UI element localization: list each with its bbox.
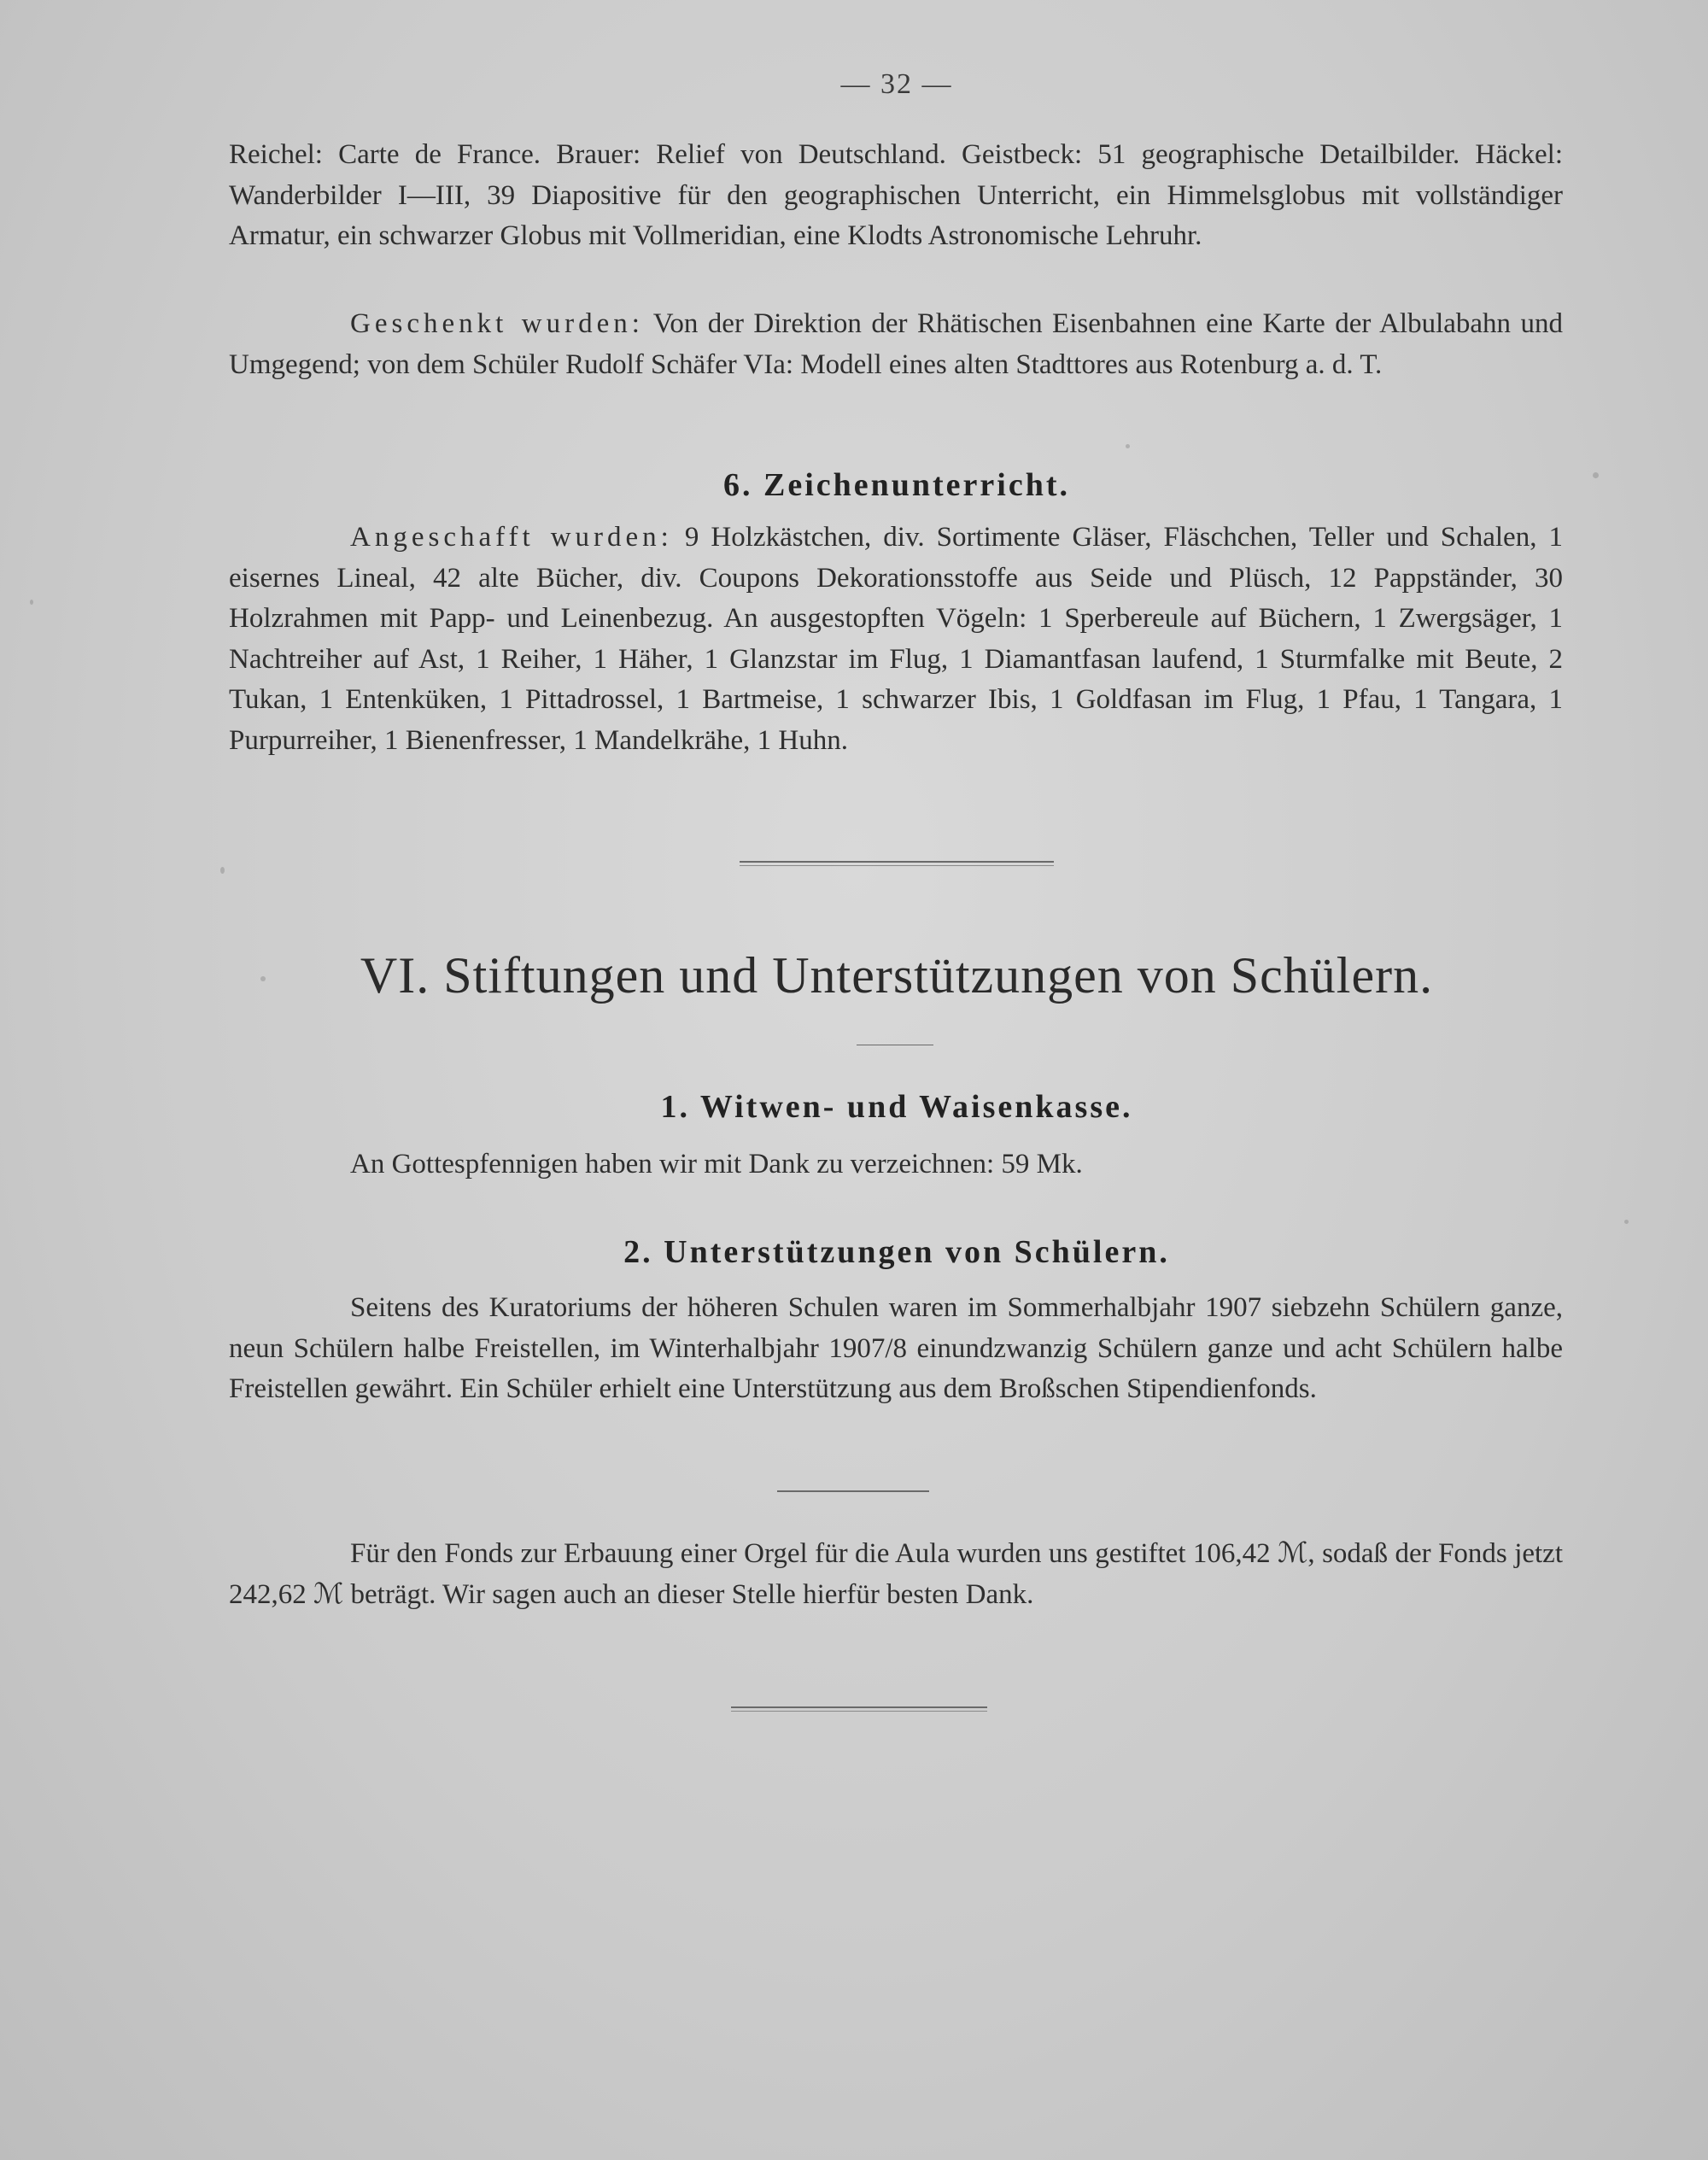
end-divider [731, 1706, 987, 1712]
widows-heading: 1. Witwen- und Waisenkasse. [660, 1089, 1133, 1125]
gifts-text: Von der Direktion der Rhätischen Eisenbahnen eine Karte der Albulabahn und Umgegend; von dem Schüler Rudolf Schäfer VIa: Modell eines alten Stadttores aus Rotenburg a. d. T. [229, 308, 1563, 380]
geography-text: Reichel: Carte de France. Brauer: Relief von Deutschland. Geistbeck: 51 geographische Detailbilder. Häckel: Wanderbilder I—III, 39 Diapositive für den geographischen Unterricht, ein Himmelsglobus mit vollständiger Armatur, ein schwarzer Globus mit Vollmeridian, eine Klodts Astronomische Lehruhr. [229, 139, 1563, 251]
geography-paragraph [229, 135, 1563, 257]
section-divider [740, 861, 1054, 866]
gifts-paragraph [229, 304, 1563, 385]
organ-fund-paragraph [229, 1534, 1563, 1615]
scan-speck [220, 867, 225, 874]
chapter-title: VI. Stiftungen und Unterstützungen von Schülern. [360, 947, 1434, 1004]
drawing-lead: Angeschafft wurden: [350, 522, 673, 553]
drawing-heading: 6. Zeichenunterricht. [722, 467, 1070, 503]
support-paragraph [229, 1288, 1563, 1410]
gifts-lead: Geschenkt wurden: [350, 308, 644, 339]
drawing-paragraph [229, 518, 1563, 761]
scan-speck [1593, 472, 1599, 478]
page-number: — 32 — [840, 68, 953, 100]
widows-paragraph [229, 1144, 1563, 1185]
small-divider [777, 1490, 929, 1492]
drawing-text: 9 Holzkästchen, div. Sortimente Gläser, Fläschchen, Teller und Schalen, 1 eisernes Lineal, 42 alte Bücher, div. Coupons Dekorationsstoffe aus Seide und Plüsch, 12 Pappständer, 30 Holzrahmen mit Papp- und Leinenbezug. An ausgestopften Vögeln: 1 Sperbereule auf Büchern, 1 Zwergsäger, 1 Nachtreiher auf Ast, 1 Reiher, 1 Häher, 1 Glanzstar im Flug, 1 Diamantfasan laufend, 1 Sturmfalke mit Beute, 2 Tukan, 1 Entenküken, 1 Pittadrossel, 1 Bartmeise, 1 schwarzer Ibis, 1 Goldfasan im Flug, 1 Pfau, 1 Tangara, 1 Purpurreiher, 1 Bienenfresser, 1 Mandelkrähe, 1 Huhn. [229, 522, 1563, 756]
scan-speck [1624, 1220, 1629, 1224]
widows-text: An Gottespfennigen haben wir mit Dank zu verzeichnen: 59 Mk. [350, 1149, 1083, 1180]
organ-fund-text: Für den Fonds zur Erbauung einer Orgel für die Aula wurden uns gestiftet 106,42 ℳ, sodaß der Fonds jetzt 242,62 ℳ beträgt. Wir sagen auch an dieser Stelle hierfür besten Dank. [229, 1538, 1563, 1610]
scan-speck [260, 976, 266, 981]
support-heading: 2. Unterstützungen von Schülern. [623, 1234, 1170, 1270]
support-text: Seitens des Kuratoriums der höheren Schulen waren im Sommerhalbjahr 1907 siebzehn Schülern ganze, neun Schülern halbe Freistellen, im Winterhalbjahr 1907/8 einundzwanzig Schülern ganze und acht Schülern halbe Freistellen gewährt. Ein Schüler erhielt eine Unterstützung aus dem Broßschen Stipendienfonds. [229, 1292, 1563, 1404]
scan-speck [1126, 444, 1130, 448]
scan-speck [30, 600, 33, 605]
